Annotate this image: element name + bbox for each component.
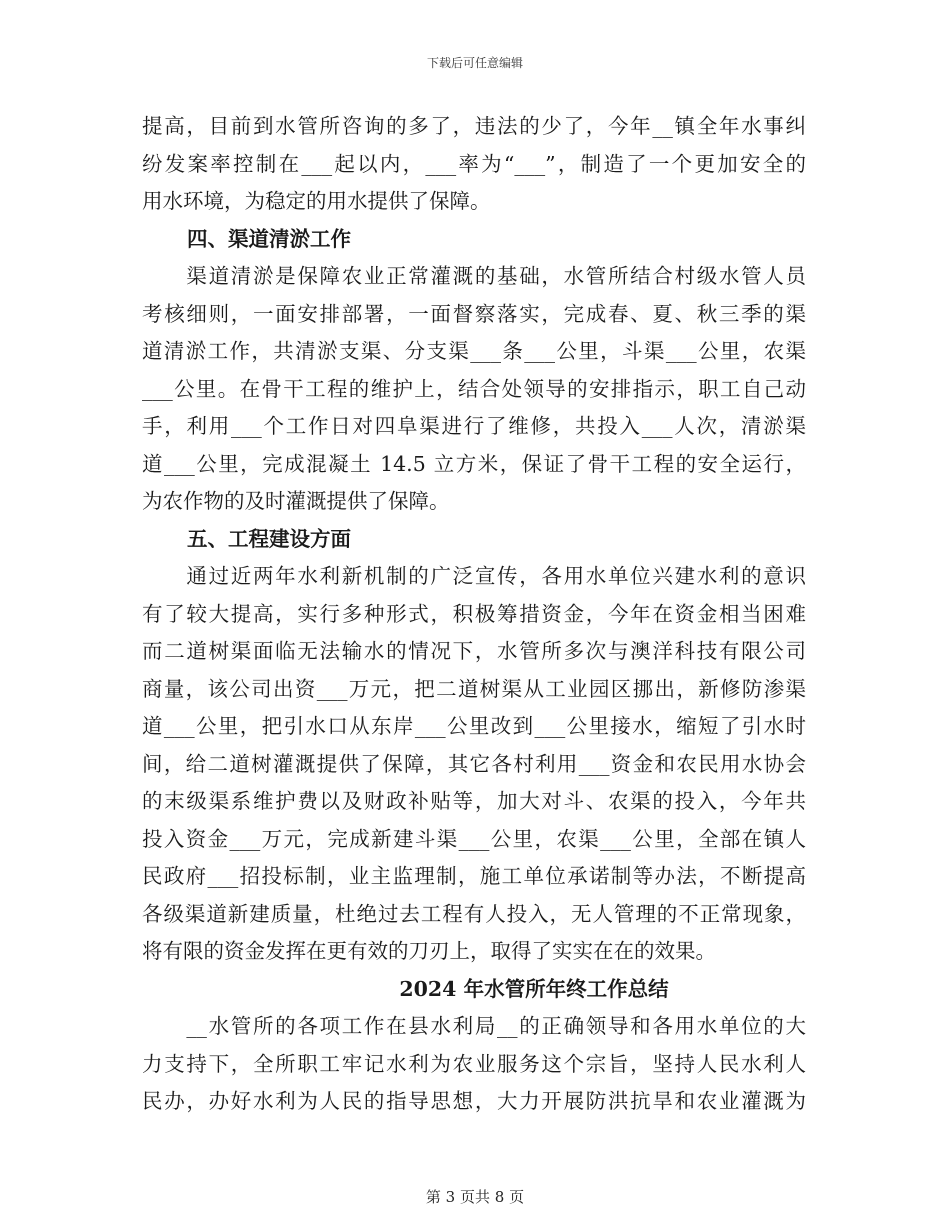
paragraph-line: 有了较大提高，实行多种形式，积极筹措资金，今年在资金相当困难 (142, 601, 806, 626)
paragraph-line: 商量，该公司出资___万元，把二道树渠从工业园区挪出，新修防渗渠 (142, 676, 806, 701)
paragraph-line: 考核细则，一面安排部署，一面督察落实，完成春、夏、秋三季的渠 (142, 301, 806, 326)
paragraph-line: 力支持下，全所职工牢记水利为农业服务这个宗旨，坚持人民水利人 (142, 1051, 806, 1076)
paragraph-line: 提高，目前到水管所咨询的多了，违法的少了，今年__镇全年水事纠 (142, 114, 806, 138)
paragraph-line: 手，利用___个工作日对四阜渠进行了维修，共投入___人次，清淤渠 (142, 414, 806, 438)
paragraph-line: 用水环境，为稳定的用水提供了保障。 (142, 189, 491, 213)
paragraph-line: 而二道树渠面临无法输水的情况下，水管所多次与澳洋科技有限公司 (142, 639, 806, 663)
paragraph-line: 投入资金___万元，完成新建斗渠___公里，农渠___公里，全部在镇人 (142, 826, 806, 851)
paragraph-line: 道___公里，完成混凝土 14.5 立方米，保证了骨干工程的安全运行， (142, 451, 806, 476)
section-heading: 五、工程建设方面 (187, 526, 351, 551)
document-body (142, 108, 806, 1121)
paragraph-line: __水管所的各项工作在县水利局__的正确领导和各用水单位的大 (142, 1014, 806, 1038)
paragraph-line: 将有限的资金发挥在更有效的刀刃上，取得了实实在在的效果。 (142, 939, 716, 963)
paragraph-line: 为农作物的及时灌溉提供了保障。 (142, 489, 450, 513)
paragraph-line: 间，给二道树灌溉提供了保障，其它各村利用___资金和农民用水协会 (142, 751, 806, 776)
paragraph-line: 渠道清淤是保障农业正常灌溉的基础，水管所结合村级水管人员 (142, 264, 806, 288)
page-footer: 第 3 页共 8 页 (425, 1188, 525, 1206)
paragraph-line: 民政府___招投标制，业主监理制，施工单位承诺制等办法，不断提高 (142, 864, 806, 888)
paragraph-line: ___公里。在骨干工程的维护上，结合处领导的安排指示，职工自己动 (142, 376, 806, 401)
paragraph-line: 通过近两年水利新机制的广泛宣传，各用水单位兴建水利的意识 (142, 564, 806, 588)
paragraph-line: 纷发案率控制在___起以内，___率为“___”，制造了一个更加安全的 (142, 151, 806, 176)
paragraph-line: 各级渠道新建质量，杜绝过去工程有人投入，无人管理的不正常现象， (142, 901, 806, 926)
document-title: 2024 年水管所年终工作总结 (399, 976, 669, 1001)
paragraph-line: 道清淤工作，共清淤支渠、分支渠___条___公里，斗渠___公里，农渠 (142, 339, 806, 363)
paragraph-line: 民办，办好水利为人民的指导思想，大力开展防洪抗旱和农业灌溉为 (142, 1089, 806, 1113)
section-heading: 四、渠道清淤工作 (187, 226, 351, 251)
paragraph-line: 道___公里，把引水口从东岸___公里改到___公里接水，缩短了引水时 (142, 714, 806, 738)
page-header: 下载后可任意编辑 (426, 56, 523, 70)
paragraph-line: 的末级渠系维护费以及财政补贴等，加大对斗、农渠的投入，今年共 (142, 789, 806, 813)
